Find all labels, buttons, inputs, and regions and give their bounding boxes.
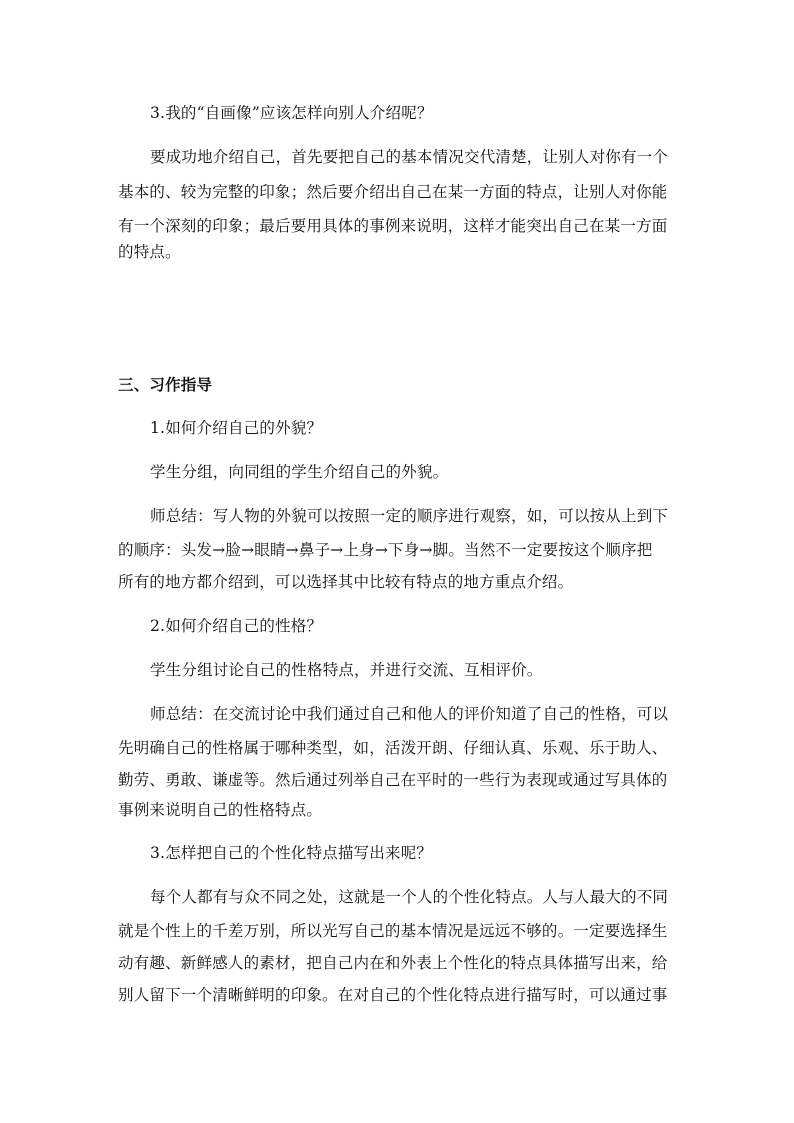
paragraph-line: 勤劳、勇敢、谦虚等。然后通过列举自己在平时的一些行为表现或通过写具体的 <box>118 771 668 789</box>
subheading: 2.如何介绍自己的性格？ <box>150 617 323 635</box>
paragraph-line: 师总结：在交流讨论中我们通过自己和他人的评价知道了自己的性格，可以 <box>150 705 669 723</box>
paragraph-line: 就是个性上的千差万别，所以光写自己的基本情况是远远不够的。一定要选择生 <box>118 922 668 940</box>
question-3-heading: 3.我的“自画像”应该怎样向别人介绍呢？ <box>150 104 433 122</box>
subheading: 1.如何介绍自己的外貌？ <box>150 419 323 437</box>
paragraph-line: 的特点。 <box>118 243 181 261</box>
paragraph-line: 学生分组讨论自己的性格特点，并进行交流、互相评价。 <box>150 661 543 679</box>
paragraph-line: 基本的、较为完整的印象；然后要介绍出自己在某一方面的特点，让别人对你能 <box>118 183 668 201</box>
paragraph-line: 别人留下一个清晰鲜明的印象。在对自己的个性化特点进行描写时，可以通过事 <box>118 986 668 1004</box>
paragraph-line: 的顺序：头发→脸→眼睛→鼻子→上身→下身→脚。当然不一定要按这个顺序把 <box>118 541 653 559</box>
paragraph-line: 师总结：写人物的外貌可以按照一定的顺序进行观察，如，可以按从上到下 <box>150 507 669 525</box>
paragraph-line: 事例来说明自己的性格特点。 <box>118 801 323 819</box>
paragraph-line: 有一个深刻的印象；最后要用具体的事例来说明，这样才能突出自己在某一方面 <box>118 217 668 235</box>
paragraph-line: 所有的地方都介绍到，可以选择其中比较有特点的地方重点介绍。 <box>118 573 574 591</box>
paragraph-line: 每个人都有与众不同之处，这就是一个人的个性化特点。人与人最大的不同 <box>150 888 669 906</box>
paragraph-line: 要成功地介绍自己，首先要把自己的基本情况交代清楚，让别人对你有一个 <box>150 148 669 166</box>
paragraph-line: 学生分组，向同组的学生介绍自己的外貌。 <box>150 463 449 481</box>
subheading: 3.怎样把自己的个性化特点描写出来呢？ <box>150 844 433 862</box>
paragraph-line: 动有趣、新鲜感人的素材，把自己内在和外表上个性化的特点具体描写出来，给 <box>118 954 668 972</box>
section-heading: 三、习作指导 <box>118 375 213 394</box>
paragraph-line: 先明确自己的性格属于哪种类型，如，活泼开朗、仔细认真、乐观、乐于助人、 <box>118 739 668 757</box>
